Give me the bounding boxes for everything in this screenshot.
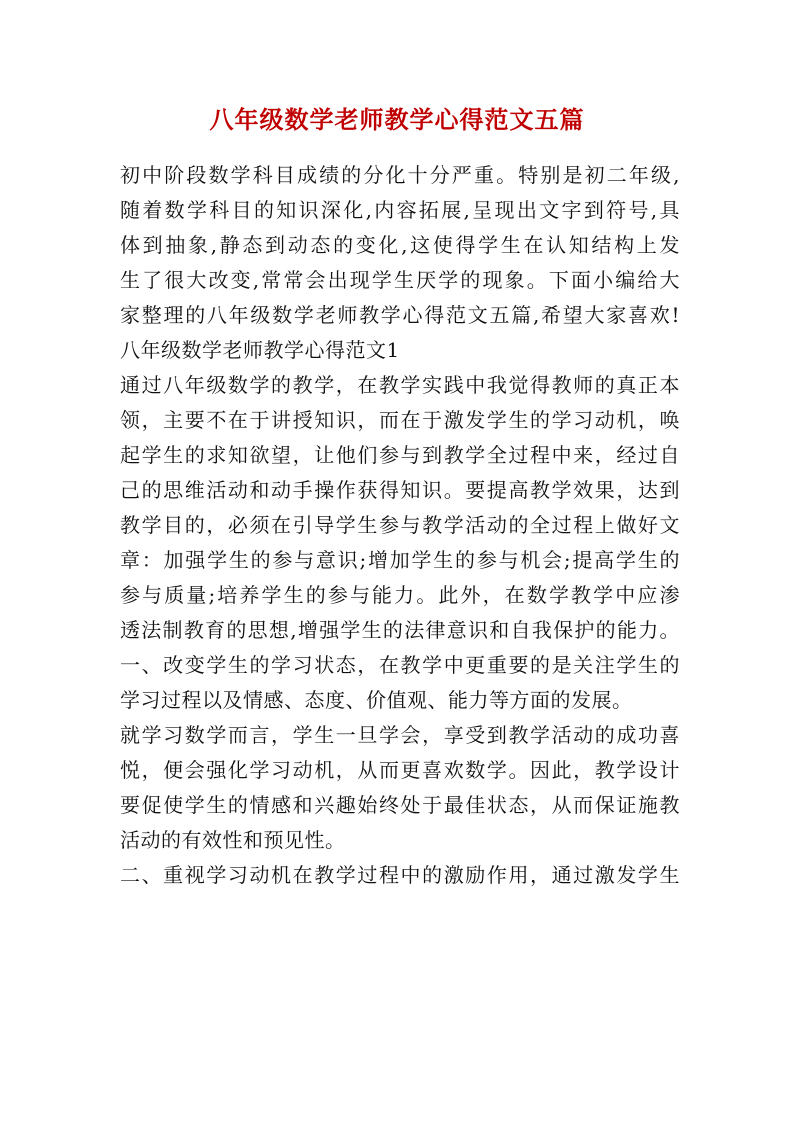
paragraph-line: 通过八年级数学的教学，在教学实践中我觉得教师的真正本 xyxy=(120,373,680,397)
document-body xyxy=(120,158,680,893)
paragraph-line: 活动的有效性和预见性。 xyxy=(120,828,346,852)
paragraph-line: 要促使学生的情感和兴趣始终处于最佳状态，从而保证施教 xyxy=(120,793,680,817)
intro-line: 生了很大改变,常常会出现学生厌学的现象。下面小编给大 xyxy=(120,268,680,292)
paragraph-line: 起学生的求知欲望，让他们参与到教学全过程中来，经过自 xyxy=(120,443,680,467)
paragraph-line: 己的思维活动和动手操作获得知识。要提高教学效果，达到 xyxy=(120,478,680,502)
paragraph-line: 教学目的，必须在引导学生参与教学活动的全过程上做好文 xyxy=(120,513,680,537)
paragraph-line: 参与质量;培养学生的参与能力。此外，在数学教学中应渗 xyxy=(120,583,680,607)
point-one-line: 学习过程以及情感、态度、价值观、能力等方面的发展。 xyxy=(120,688,633,712)
paragraph-line: 领，主要不在于讲授知识，而在于激发学生的学习动机，唤 xyxy=(120,408,680,432)
section-heading: 八年级数学老师教学心得范文1 xyxy=(120,338,400,362)
paragraph-line: 就学习数学而言，学生一旦学会，享受到教学活动的成功喜 xyxy=(120,723,680,747)
paragraph-line: 悦，便会强化学习动机，从而更喜欢数学。因此，教学设计 xyxy=(120,758,680,782)
paragraph-line: 章：加强学生的参与意识;增加学生的参与机会;提高学生的 xyxy=(120,548,680,572)
document-title: 八年级数学老师教学心得范文五篇 xyxy=(209,105,585,134)
point-two-line: 二、重视学习动机在教学过程中的激励作用，通过激发学生 xyxy=(120,863,680,887)
intro-line: 随着数学科目的知识深化,内容拓展,呈现出文字到符号,具 xyxy=(120,198,680,222)
point-one-line: 一、改变学生的学习状态，在教学中更重要的是关注学生的 xyxy=(120,653,680,677)
intro-line: 体到抽象,静态到动态的变化,这使得学生在认知结构上发 xyxy=(120,233,680,257)
paragraph-line: 透法制教育的思想,增强学生的法律意识和自我保护的能力。 xyxy=(120,618,680,642)
intro-line: 家整理的八年级数学老师教学心得范文五篇,希望大家喜欢! xyxy=(120,303,680,327)
intro-line: 初中阶段数学科目成绩的分化十分严重。特别是初二年级, xyxy=(120,163,680,187)
